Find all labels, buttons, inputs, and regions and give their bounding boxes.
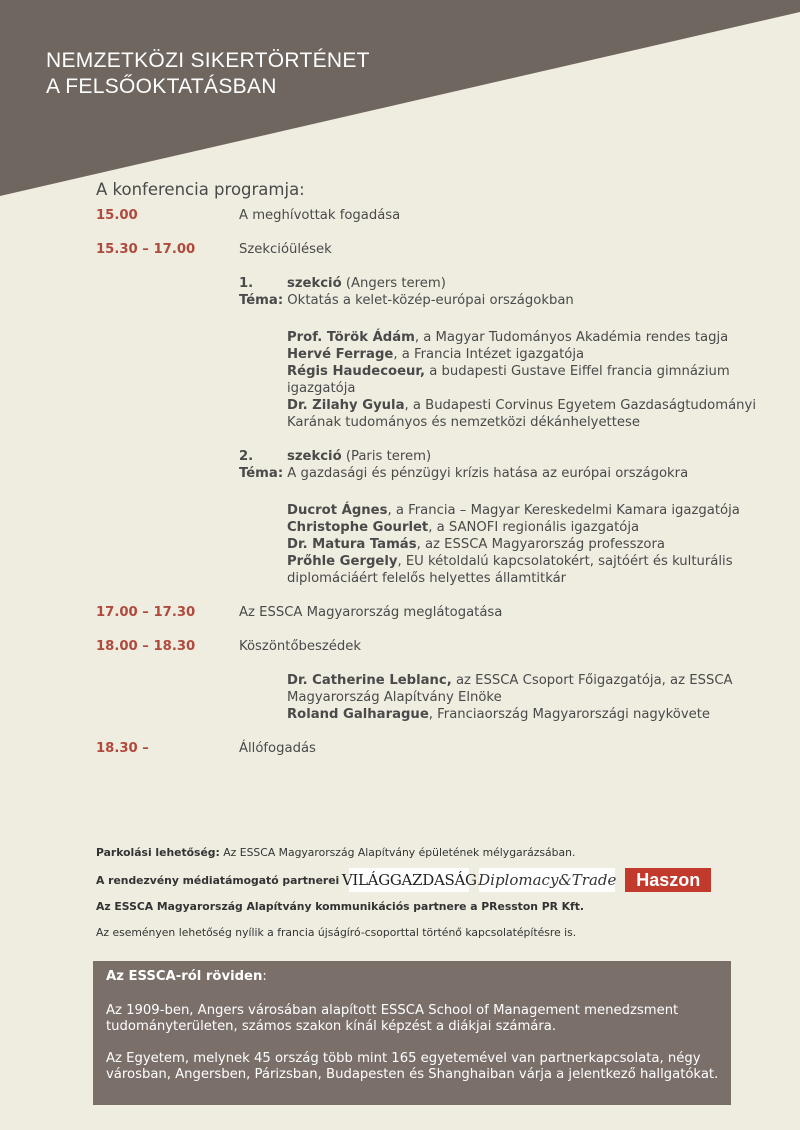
session-1 <box>239 275 776 309</box>
session-theme <box>239 465 776 482</box>
session-name: szekció <box>287 276 342 291</box>
speaker-role: , a Francia Intézet igazgatója <box>393 347 585 362</box>
session-2 <box>239 448 776 482</box>
speaker-role: a budapesti Gustave Eiffel francia gimnázium igazgatója <box>287 364 730 396</box>
program-item <box>96 638 776 655</box>
program-label: A meghívottak fogadása <box>239 208 401 223</box>
program-item <box>96 207 776 224</box>
session-number: 1. <box>239 276 254 291</box>
theme-label: Téma: <box>239 293 284 308</box>
about-title <box>106 969 719 985</box>
media-partners <box>96 868 776 892</box>
theme-label: Téma: <box>239 466 284 481</box>
session-number: 2. <box>239 449 254 464</box>
session-title <box>239 448 776 465</box>
greeting-speakers <box>287 672 776 723</box>
program-label: Az ESSCA Magyarország meglátogatása <box>239 605 503 620</box>
speaker <box>287 502 776 519</box>
parking-label: Parkolási lehetőség: <box>96 846 220 859</box>
speaker-name: Ducrot Ágnes <box>287 503 388 518</box>
about-paragraph-2: Az Egyetem, melynek 45 ország több mint 165 egyetemével van partnerkapcsolata, négy városban, Angersben, Párizsban, Budapesten és Shanghaiban várja a jelentkező hallgatókat. <box>106 1051 719 1082</box>
speaker-name: Prőhle Gergely <box>287 554 398 569</box>
program-label: Szekcióülések <box>239 242 332 257</box>
speaker-name: Régis Haudecoeur, <box>287 364 425 379</box>
parking-info <box>96 846 776 859</box>
speaker-role: , a Budapesti Corvinus Egyetem Gazdaságtudományi Karának tudományos és nemzetközi dékánhelyettese <box>287 398 756 430</box>
page-title <box>46 48 370 100</box>
speaker <box>287 672 776 706</box>
speaker <box>287 397 776 431</box>
speaker-name: Prof. Török Ádám <box>287 330 415 345</box>
header-band <box>0 0 800 200</box>
speaker <box>287 536 776 553</box>
speaker-role: , a SANOFI regionális igazgatója <box>428 520 640 535</box>
theme-text: A gazdasági és pénzügyi krízis hatása az európai országokra <box>283 466 689 481</box>
session-title <box>239 275 776 292</box>
session-theme <box>239 292 776 309</box>
haszon-logo: Haszon <box>625 868 711 892</box>
program-section <box>96 180 776 757</box>
about-essca-box <box>93 961 731 1105</box>
program-item <box>96 241 776 258</box>
speaker-name: Dr. Zilahy Gyula <box>287 398 405 413</box>
about-paragraph-1: Az 1909-ben, Angers városában alapított ESSCA School of Management menedzsment tudományterületen, számos szakon kínál képzést a diákjai számára. <box>106 1003 679 1034</box>
speaker-name: Dr. Matura Tamás <box>287 537 417 552</box>
about-title-text: Az ESSCA-ról röviden <box>106 969 263 984</box>
speaker-name: Roland Galharague <box>287 707 429 722</box>
session-name: szekció <box>287 449 342 464</box>
program-time: 17.00 – 17.30 <box>96 605 196 620</box>
program-item <box>96 604 776 621</box>
program-heading: A konferencia programja: <box>96 180 305 199</box>
parking-text: Az ESSCA Magyarország Alapítvány épületének mélygarázsában. <box>219 846 576 859</box>
speaker <box>287 363 776 397</box>
program-time: 18.00 – 18.30 <box>96 639 196 654</box>
speaker <box>287 346 776 363</box>
speaker <box>287 519 776 536</box>
speaker <box>287 706 776 723</box>
footer-section <box>96 846 776 939</box>
program-label: Köszöntőbeszédek <box>239 639 362 654</box>
title-line-1: NEMZETKÖZI SIKERTÖRTÉNET <box>46 49 370 72</box>
speaker-name: Christophe Gourlet <box>287 520 429 535</box>
session-room: (Angers terem) <box>341 276 446 291</box>
program-item <box>96 740 776 757</box>
vilaggazdasag-logo: VILÁGGAZDASÁG <box>349 868 469 892</box>
speaker-role: , EU kétoldalú kapcsolatokért, sajtóért és kulturális diplomáciáért felelős helyettes államtitkár <box>287 554 733 586</box>
theme-text: Oktatás a kelet-közép-európai országokban <box>283 293 574 308</box>
program-label: Állófogadás <box>239 741 316 756</box>
speaker-name: Hervé Ferrage <box>287 347 394 362</box>
speaker-role: , a Magyar Tudományos Akadémia rendes tagja <box>414 330 729 345</box>
speaker-role: , Franciaország Magyarországi nagykövete <box>428 707 711 722</box>
program-time: 15.30 – 17.00 <box>96 242 196 257</box>
media-label: A rendezvény médiatámogató partnerei <box>96 873 340 887</box>
session-2-speakers <box>287 502 776 587</box>
diplomacy-trade-logo: Diplomacy&Trade <box>479 868 615 892</box>
communication-partner: Az ESSCA Magyarország Alapítvány kommunikációs partnere a PResston PR Kft. <box>96 900 585 913</box>
speaker-name: Dr. Catherine Leblanc, <box>287 673 452 688</box>
press-note: Az eseményen lehetőség nyílik a francia újságíró-csoporttal történő kapcsolatépítésre is. <box>96 926 577 939</box>
session-room: (Paris terem) <box>341 449 432 464</box>
program-time: 15.00 <box>96 208 138 223</box>
title-line-2: A FELSŐOKTATÁSBAN <box>46 75 277 98</box>
speaker <box>287 329 776 346</box>
speaker <box>287 553 776 587</box>
speaker-role: , az ESSCA Magyarország professzora <box>416 537 665 552</box>
session-1-speakers <box>287 329 776 431</box>
speaker-role: az ESSCA Csoport Főigazgatója, az ESSCA Magyarország Alapítvány Elnöke <box>287 673 733 705</box>
program-time: 18.30 – <box>96 741 149 756</box>
speaker-role: , a Francia – Magyar Kereskedelmi Kamara igazgatója <box>387 503 740 518</box>
about-title-suffix: : <box>262 969 267 984</box>
